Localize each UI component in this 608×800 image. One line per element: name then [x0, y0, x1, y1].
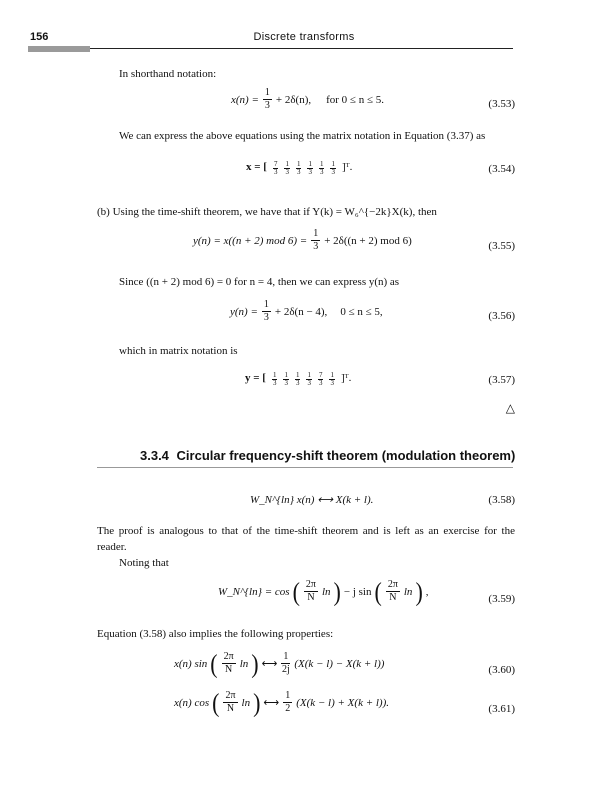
section-number: 3.3.4 — [140, 448, 169, 463]
eq-lhs: y(n) = — [230, 305, 258, 318]
section-rule — [97, 467, 513, 468]
fraction: $\frac{2\pi}{N}$ — [387, 579, 398, 603]
fraction: $\frac{2\pi}{N}$ — [225, 690, 236, 714]
vector-entry: $\frac{7}{3}$ — [318, 371, 323, 387]
eq-lhs: x = [ — [246, 160, 267, 173]
equation-3-57 — [245, 368, 351, 387]
eq-label-3-55: (3.55) — [488, 240, 515, 252]
vector-entry: $\frac{1}{3}$ — [295, 371, 300, 387]
vector-entry: $\frac{1}{3}$ — [330, 371, 334, 387]
vector-entry: $\frac{1}{3}$ — [307, 371, 311, 387]
vector-entry: $\frac{1}{3}$ — [319, 160, 324, 176]
eq-mid: − j sin — [343, 585, 372, 598]
eq-condition: 0 ≤ n ≤ 5, — [340, 305, 383, 318]
eq-label-3-58: (3.58) — [488, 494, 515, 506]
fraction: $\frac{1}{3}$ — [313, 228, 319, 252]
header-rule — [90, 48, 513, 49]
implies-text: Equation (3.58) also implies the following properties: — [97, 628, 334, 640]
eq-arrow: ⟷ — [263, 697, 280, 709]
fraction: $\frac{1}{3}$ — [263, 299, 269, 323]
noting-text: Noting that — [119, 557, 169, 569]
fraction: $\frac{1}{2j}$ — [281, 651, 290, 675]
matrix-intro-text: We can express the above equations using the matrix notation in Equation (3.37) as — [119, 130, 486, 142]
equation-3-61: x(n) cos ( $\frac{2\pi}{N}$ ln ) ⟷ $\frac{1}{2}$ (X(k − l) + X(k + l)). — [174, 686, 389, 717]
eq-rest: + 2δ((n + 2) mod 6) — [324, 234, 412, 247]
eq-lhs: y = [ — [245, 371, 266, 384]
eq-label-3-61: (3.61) — [488, 703, 515, 715]
equation-3-59: W_N^{ln} = cos ( $\frac{2\pi}{N}$ ln ) − j sin ( $\frac{2\pi}{N}$ ln ) , — [218, 575, 429, 606]
eq-rhs: (X(k − l) − X(k + l)) — [294, 657, 385, 670]
part-b-text: (b) Using the time-shift theorem, we have that if Y(k) = W₆^{−2k}X(k), then — [97, 206, 437, 218]
eq-label-3-56: (3.56) — [488, 310, 515, 322]
eq-label-3-60: (3.60) — [488, 664, 515, 676]
eq-label-3-59: (3.59) — [488, 593, 515, 605]
eq-lhs: x(n) sin — [174, 657, 208, 670]
section-heading — [140, 448, 515, 463]
vector-entries — [269, 368, 338, 387]
equation-3-55 — [193, 229, 412, 252]
vector-entry: $\frac{1}{3}$ — [308, 160, 312, 176]
eq-lhs: x(n) cos — [174, 696, 210, 709]
eq-rest: + 2δ(n − 4), — [274, 305, 328, 318]
vector-entries — [270, 157, 339, 176]
vector-entry: $\frac{1}{3}$ — [272, 371, 277, 387]
since-text: Since ((n + 2) mod 6) = 0 for n = 4, then we can express y(n) as — [119, 276, 400, 288]
eq-condition: for 0 ≤ n ≤ 5. — [326, 93, 385, 106]
which-text: which in matrix notation is — [119, 345, 238, 357]
running-title: Discrete transforms — [253, 31, 355, 43]
eq-arg: ln — [403, 585, 413, 598]
eq-label-3-57: (3.57) — [488, 374, 515, 386]
eq-arg: ln — [239, 657, 249, 670]
fraction: $\frac{1}{2}$ — [285, 690, 291, 714]
vector-entry: $\frac{1}{3}$ — [331, 160, 335, 176]
eq-arg: ln — [321, 585, 331, 598]
vector-entry: $\frac{1}{3}$ — [296, 160, 301, 176]
eq-body: W_N^{ln} x(n) ⟷ X(k + l). — [250, 494, 374, 506]
section-title: Circular frequency-shift theorem (modulation theorem) — [176, 448, 516, 463]
eq-lhs: x(n) = — [231, 93, 259, 106]
equation-3-60: x(n) sin ( $\frac{2\pi}{N}$ ln ) ⟷ $\frac{1}{2j}$ (X(k − l) − X(k + l)) — [174, 647, 385, 678]
eq-end: , — [425, 585, 429, 598]
proof-paragraph: The proof is analogous to that of the time-shift theorem and is left as an exercise for the reader. — [97, 525, 515, 553]
eq-label-3-53: (3.53) — [488, 98, 515, 110]
eq-arg: ln — [241, 696, 251, 709]
shorthand-text: In shorthand notation: — [119, 68, 217, 80]
eq-label-3-54: (3.54) — [488, 163, 515, 175]
fraction: $\frac{2\pi}{N}$ — [223, 651, 234, 675]
equation-3-53 — [231, 88, 384, 111]
eq-lhs: W_N^{ln} = cos — [218, 585, 290, 598]
vector-entry: $\frac{1}{3}$ — [285, 160, 289, 176]
eq-rhs: (X(k − l) + X(k + l)). — [296, 696, 389, 709]
eq-rest: + 2δ(n), — [275, 93, 312, 106]
eq-arrow: ⟷ — [261, 658, 278, 670]
vector-entry: $\frac{7}{3}$ — [273, 160, 278, 176]
equation-3-54 — [246, 157, 352, 176]
equation-3-58 — [250, 493, 373, 506]
page-number: 156 — [30, 31, 49, 43]
fraction: $\frac{1}{3}$ — [264, 87, 270, 111]
header-tab-marker — [28, 46, 90, 52]
eq-tail: ]ᵀ. — [340, 371, 352, 384]
eq-tail: ]ᵀ. — [341, 160, 353, 173]
eq-lhs: y(n) = x((n + 2) mod 6) = — [193, 234, 308, 247]
end-of-example-marker: △ — [505, 401, 515, 415]
fraction: $\frac{2\pi}{N}$ — [305, 579, 316, 603]
vector-entry: $\frac{1}{3}$ — [284, 371, 288, 387]
equation-3-56 — [230, 300, 383, 323]
